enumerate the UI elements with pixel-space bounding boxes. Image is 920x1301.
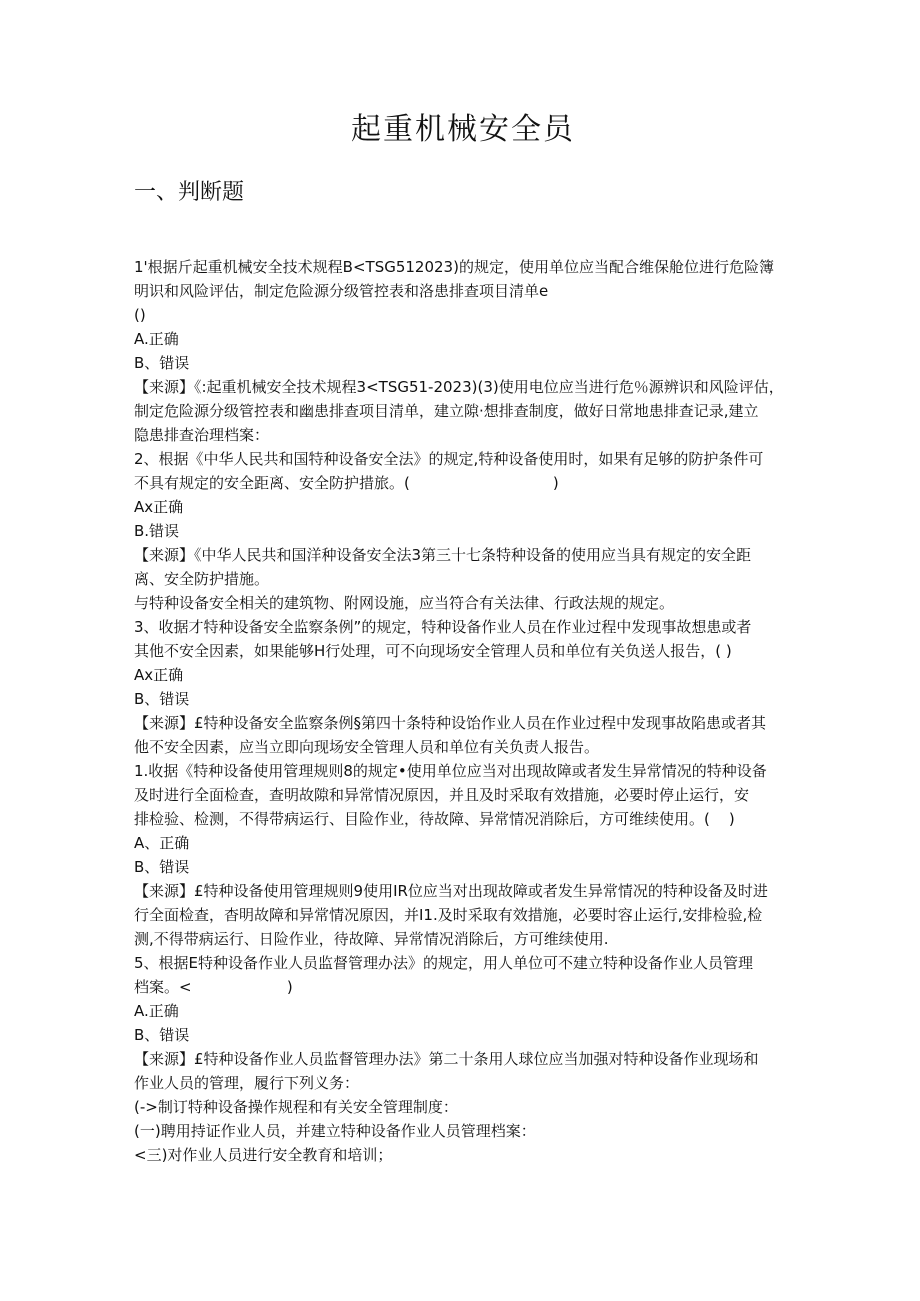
source-line: 【来源】£特种设备作业人员监督管理办法》第二十条用人球位应当加强对特种设备作业现场和 xyxy=(134,1050,759,1068)
section-heading: 一、判断题 xyxy=(134,180,245,205)
option-line: B、错误 xyxy=(134,690,190,708)
text-line: 排检验、检测，不得带病运行、目险作业，待故障、异常情况消除后，方可维续使用。( ) xyxy=(134,810,735,828)
text-line: 档案。< ) xyxy=(134,978,293,996)
option-line: B、错误 xyxy=(134,1026,190,1044)
text-line: 1'根据斤起重机械安全技术规程B<TSG512023)的规定，使用单位应当配合维保舱位进行危险簿 xyxy=(134,258,774,276)
list-item: (->制订特种设备操作规程和有关安全管理制度： xyxy=(134,1098,458,1116)
option-line: Ax正确 xyxy=(134,666,184,684)
text-line: 其他不安全因素，如果能够H行处理，可不向现场安全管理人员和单位有关负送人报告，( ) xyxy=(134,642,732,660)
source-line: 测,不得带病运行、日险作业，待故障、异常情况消除后，方可维续使用. xyxy=(134,930,609,948)
source-line: 【来源】£特种设备使用管理规则9使用IR位应当对出现故障或者发生异常情况的特种设备及时进 xyxy=(134,882,768,900)
option-line: A.正确 xyxy=(134,1002,179,1020)
source-line: 行全面检查，杳明故障和异常情况原因，并I1.及时采取有效措施，必要时容止运行,安排检验,检 xyxy=(134,906,763,924)
option-line: A、正确 xyxy=(134,834,190,852)
source-line: 制定危险源分级管控表和幽患排查项目清单，建立隙·想排查制度，做好日常地患排查记录,建立 xyxy=(134,402,759,420)
text-line: 不具有规定的安全距离、安全防护措旅。( ) xyxy=(134,474,559,492)
list-item: (一)聘用持证作业人员，并建立特种设备作业人员管理档案： xyxy=(134,1122,536,1140)
option-line: B、错误 xyxy=(134,354,190,372)
option-line: B.错误 xyxy=(134,522,180,540)
text-line: 及时进行全面检查，查明故隙和异常情况原因，并且及时采取有效措施，必要时停止运行，安 xyxy=(134,786,750,804)
source-line: 与特种设备安全相关的建筑物、附网设施，应当符合有关法律、行政法规的规定。 xyxy=(134,594,675,612)
list-item: <三)对作业人员进行安全教育和培训； xyxy=(134,1146,393,1164)
option-line: A.正确 xyxy=(134,330,179,348)
option-line: B、错误 xyxy=(134,858,190,876)
text-line: 2、根据《中华人民共和国特种设备安全法》的规定,特种设备使用时，如果有足够的防护条件可 xyxy=(134,450,764,468)
text-line: 5、根据E特种设备作业人员监督管理办法》的规定，用人单位可不建立特种设备作业人员管理 xyxy=(134,954,754,972)
text-line: 明识和风险评估，制定危险源分级管控表和洛患排查项目清单e xyxy=(134,282,549,300)
source-line: 他不安全因素，应当立即向现场安全管理人员和单位有关负责人报告。 xyxy=(134,738,600,756)
text-line: 3、收据才特种设备安全监察条例”的规定，特种设备作业人员在作业过程中发现事故想患或者 xyxy=(134,618,752,636)
text-line: 1.收据《特种设备使用管理规则8的规定•使用单位应当对出现故障或者发生异常情况的特种设备 xyxy=(134,762,767,780)
source-line: 隐患排查治理档案： xyxy=(134,426,270,444)
text-line: () xyxy=(134,306,146,324)
document-title: 起重机械安全员 xyxy=(351,112,575,147)
source-line: 【来源】《:起重机械安全技术规程3<TSG51-2023)(3)使用电位应当进行危％源辨识和风险评估， xyxy=(134,378,784,396)
source-line: 【来源】《中华人民共和国洋种设备安全法3第三十七条特种设备的使用应当具有规定的安全距 xyxy=(134,546,752,564)
source-line: 作业人员的管理，履行下列义务： xyxy=(134,1074,360,1092)
document-body xyxy=(134,255,792,1167)
option-line: Ax正确 xyxy=(134,498,184,516)
source-line: 【来源】£特种设备安全监察条例§第四十条特种设饴作业人员在作业过程中发现事故陷患或者其 xyxy=(134,714,767,732)
source-line: 离、安全防护措施。 xyxy=(134,570,270,588)
